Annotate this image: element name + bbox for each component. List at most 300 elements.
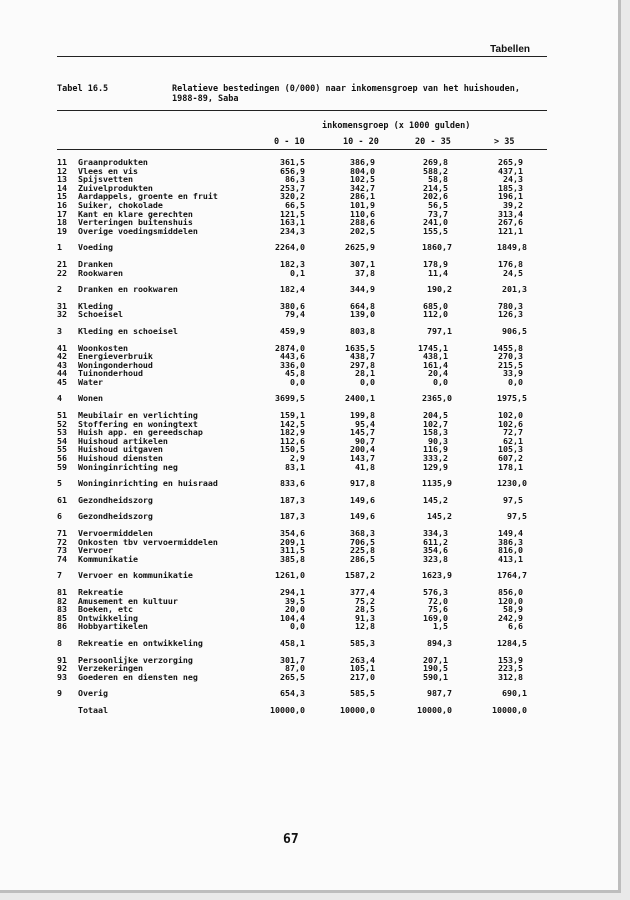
row-label: Woningonderhoud bbox=[78, 359, 153, 370]
subtotal-group bbox=[57, 394, 537, 403]
table-row bbox=[57, 227, 537, 236]
cell-value: 143,7 bbox=[350, 453, 375, 464]
table-row bbox=[57, 496, 537, 505]
cell-value: 215,5 bbox=[498, 359, 523, 370]
row-code: 9 bbox=[57, 688, 62, 699]
cell-value: 0,1 bbox=[290, 267, 305, 278]
row-label: Huish app. en gereedschap bbox=[78, 427, 203, 438]
cell-value: 336,0 bbox=[280, 359, 305, 370]
row-code: 45 bbox=[57, 376, 67, 387]
cell-value: 102,0 bbox=[498, 410, 523, 421]
cell-value: 150,5 bbox=[280, 444, 305, 455]
cell-value: 87,0 bbox=[285, 663, 305, 674]
cell-value: 301,7 bbox=[280, 654, 305, 665]
row-label: Vlees en vis bbox=[78, 165, 138, 176]
cell-value: 588,2 bbox=[423, 165, 448, 176]
subtotal-group bbox=[57, 639, 537, 648]
row-code: 41 bbox=[57, 342, 67, 353]
cell-value: 72,7 bbox=[503, 427, 523, 438]
row-label: Suiker, chokolade bbox=[78, 199, 163, 210]
cell-value: 149,4 bbox=[498, 528, 523, 538]
cell-value: 204,5 bbox=[423, 410, 448, 421]
table-title: Relatieve bestedingen (0/000) naar inkomensgroep van het huishouden, 1988-89, Saba bbox=[172, 84, 520, 104]
cell-value: 0,0 bbox=[290, 621, 305, 632]
table-row bbox=[57, 555, 537, 564]
cell-value: 72,0 bbox=[428, 595, 448, 606]
subtotal-group bbox=[57, 689, 537, 698]
cell-value: 0,0 bbox=[433, 376, 448, 387]
cell-value: 182,3 bbox=[280, 258, 305, 269]
cell-value: 24,5 bbox=[503, 267, 523, 278]
row-code: 56 bbox=[57, 453, 67, 464]
row-code: 18 bbox=[57, 217, 67, 228]
cell-value: 28,5 bbox=[355, 604, 375, 615]
row-label: Overige voedingsmiddelen bbox=[78, 225, 198, 236]
subtotal-row bbox=[57, 327, 537, 336]
row-code: 17 bbox=[57, 208, 67, 219]
row-label: Water bbox=[78, 376, 103, 387]
cell-value: 159,1 bbox=[280, 410, 305, 421]
cell-value: 11,4 bbox=[428, 267, 448, 278]
cell-value: 187,3 bbox=[280, 511, 305, 522]
cell-value: 12,8 bbox=[355, 621, 375, 632]
row-code: 32 bbox=[57, 309, 67, 320]
cell-value: 142,5 bbox=[280, 418, 305, 429]
cell-value: 987,7 bbox=[427, 688, 452, 699]
cell-value: 267,6 bbox=[498, 217, 523, 228]
cell-value: 153,9 bbox=[498, 654, 523, 665]
cell-value: 286,1 bbox=[350, 191, 375, 202]
row-code: 51 bbox=[57, 410, 67, 421]
cell-value: 104,4 bbox=[280, 612, 305, 623]
row-label: Rookwaren bbox=[78, 267, 123, 278]
cell-value: 196,1 bbox=[498, 191, 523, 202]
row-code: 8 bbox=[57, 637, 62, 648]
cell-value: 201,3 bbox=[502, 284, 527, 295]
cell-value: 265,9 bbox=[498, 157, 523, 167]
cell-value: 706,5 bbox=[350, 536, 375, 547]
cell-value: 2,9 bbox=[290, 453, 305, 464]
row-label: Goederen en diensten neg bbox=[78, 671, 198, 682]
column-header: 0 - 10 bbox=[274, 137, 305, 147]
row-label: Tuinonderhoud bbox=[78, 368, 143, 379]
cell-value: 73,7 bbox=[428, 208, 448, 219]
cell-value: 10000,0 bbox=[492, 704, 527, 715]
cell-value: 334,3 bbox=[423, 528, 448, 538]
column-header: > 35 bbox=[494, 137, 515, 147]
cell-value: 342,7 bbox=[350, 182, 375, 193]
cell-value: 458,1 bbox=[280, 637, 305, 648]
cell-value: 286,5 bbox=[350, 553, 375, 564]
row-label: Hobbyartikelen bbox=[78, 621, 148, 632]
cell-value: 1764,7 bbox=[497, 570, 527, 581]
cell-value: 656,9 bbox=[280, 165, 305, 176]
row-label: Verteringen buitenshuis bbox=[78, 217, 193, 228]
cell-value: 121,5 bbox=[280, 208, 305, 219]
cell-value: 169,0 bbox=[423, 612, 448, 623]
cell-value: 79,4 bbox=[285, 309, 305, 320]
cell-value: 3699,5 bbox=[275, 393, 305, 404]
subtotal-row bbox=[57, 639, 537, 648]
cell-value: 161,4 bbox=[423, 359, 448, 370]
cell-value: 380,6 bbox=[280, 300, 305, 311]
row-code: 2 bbox=[57, 284, 62, 295]
cell-value: 178,1 bbox=[498, 461, 523, 472]
row-code: 31 bbox=[57, 300, 67, 311]
cell-value: 894,3 bbox=[427, 637, 452, 648]
cell-value: 1455,8 bbox=[493, 342, 523, 353]
cell-value: 149,6 bbox=[350, 494, 375, 505]
row-code: 91 bbox=[57, 654, 67, 665]
cell-value: 1860,7 bbox=[422, 242, 452, 253]
cell-value: 1284,5 bbox=[497, 637, 527, 648]
row-code: 59 bbox=[57, 461, 67, 472]
cell-value: 10000,0 bbox=[340, 704, 375, 715]
subtotal-row bbox=[57, 689, 537, 698]
row-group bbox=[57, 411, 537, 471]
row-code: 44 bbox=[57, 368, 67, 379]
cell-value: 377,4 bbox=[350, 586, 375, 597]
cell-value: 269,8 bbox=[423, 157, 448, 167]
cell-value: 1587,2 bbox=[345, 570, 375, 581]
row-code: 11 bbox=[57, 157, 67, 167]
cell-value: 270,3 bbox=[498, 351, 523, 362]
row-group bbox=[57, 496, 537, 505]
row-code: 43 bbox=[57, 359, 67, 370]
subtotal-row bbox=[57, 479, 537, 488]
cell-value: 2264,0 bbox=[275, 242, 305, 253]
cell-value: 0,0 bbox=[360, 376, 375, 387]
cell-value: 207,1 bbox=[423, 654, 448, 665]
cell-value: 97,5 bbox=[503, 494, 523, 505]
cell-value: 225,8 bbox=[350, 545, 375, 556]
cell-value: 780,3 bbox=[498, 300, 523, 311]
row-label: Gezondheidszorg bbox=[78, 494, 153, 505]
cell-value: 307,1 bbox=[350, 258, 375, 269]
cell-value: 102,7 bbox=[423, 418, 448, 429]
row-label: Huishoud uitgaven bbox=[78, 444, 163, 455]
cell-value: 83,1 bbox=[285, 461, 305, 472]
cell-value: 917,8 bbox=[350, 478, 375, 489]
cell-value: 145,7 bbox=[350, 427, 375, 438]
row-group bbox=[57, 260, 537, 277]
cell-value: 288,6 bbox=[350, 217, 375, 228]
row-group bbox=[57, 529, 537, 563]
cell-value: 611,2 bbox=[423, 536, 448, 547]
row-label: Vervoer bbox=[78, 545, 113, 556]
row-label: Boeken, etc bbox=[78, 604, 133, 615]
row-code: 19 bbox=[57, 225, 67, 236]
cell-value: 6,6 bbox=[508, 621, 523, 632]
row-label: Dranken en rookwaren bbox=[78, 284, 178, 295]
cell-value: 1261,0 bbox=[275, 570, 305, 581]
row-code: 6 bbox=[57, 511, 62, 522]
cell-value: 690,1 bbox=[502, 688, 527, 699]
row-label: Rekreatie en ontwikkeling bbox=[78, 637, 203, 648]
cell-value: 101,9 bbox=[350, 199, 375, 210]
cell-value: 20,4 bbox=[428, 368, 448, 379]
row-code: 83 bbox=[57, 604, 67, 615]
row-code: 3 bbox=[57, 325, 62, 336]
row-code: 16 bbox=[57, 199, 67, 210]
cell-value: 361,5 bbox=[280, 157, 305, 167]
cell-value: 155,5 bbox=[423, 225, 448, 236]
cell-value: 443,6 bbox=[280, 351, 305, 362]
cell-value: 56,5 bbox=[428, 199, 448, 210]
cell-value: 294,1 bbox=[280, 586, 305, 597]
row-code: 7 bbox=[57, 570, 62, 581]
row-label: Dranken bbox=[78, 258, 113, 269]
row-label: Zuivelprodukten bbox=[78, 182, 153, 193]
cell-value: 37,8 bbox=[355, 267, 375, 278]
row-label: Gezondheidszorg bbox=[78, 511, 153, 522]
cell-value: 163,1 bbox=[280, 217, 305, 228]
cell-value: 190,5 bbox=[423, 663, 448, 674]
cell-value: 413,1 bbox=[498, 553, 523, 564]
cell-value: 459,9 bbox=[280, 325, 305, 336]
cell-value: 10000,0 bbox=[270, 704, 305, 715]
cell-value: 242,9 bbox=[498, 612, 523, 623]
cell-value: 185,3 bbox=[498, 182, 523, 193]
table-row bbox=[57, 378, 537, 387]
row-code: 5 bbox=[57, 478, 62, 489]
cell-value: 833,6 bbox=[280, 478, 305, 489]
cell-value: 354,6 bbox=[423, 545, 448, 556]
cell-value: 39,5 bbox=[285, 595, 305, 606]
row-label: Kleding bbox=[78, 300, 113, 311]
row-label: Rekreatie bbox=[78, 586, 123, 597]
row-code: 12 bbox=[57, 165, 67, 176]
cell-value: 58,8 bbox=[428, 174, 448, 185]
table-row bbox=[57, 463, 537, 472]
table-row bbox=[57, 673, 537, 682]
cell-value: 607,2 bbox=[498, 453, 523, 464]
cell-value: 1849,8 bbox=[497, 242, 527, 253]
cell-value: 0,0 bbox=[508, 376, 523, 387]
cell-value: 120,0 bbox=[498, 595, 523, 606]
cell-value: 803,8 bbox=[350, 325, 375, 336]
cell-value: 45,8 bbox=[285, 368, 305, 379]
cell-value: 112,6 bbox=[280, 435, 305, 446]
cell-value: 121,1 bbox=[498, 225, 523, 236]
subtotal-row bbox=[57, 285, 537, 294]
cell-value: 102,6 bbox=[498, 418, 523, 429]
cell-value: 86,3 bbox=[285, 174, 305, 185]
row-label: Voeding bbox=[78, 242, 113, 253]
row-label: Onkosten tbv vervoermiddelen bbox=[78, 536, 218, 547]
cell-value: 2625,9 bbox=[345, 242, 375, 253]
cell-value: 129,9 bbox=[423, 461, 448, 472]
cell-value: 66,5 bbox=[285, 199, 305, 210]
cell-value: 102,5 bbox=[350, 174, 375, 185]
section-header: Tabellen bbox=[490, 44, 530, 55]
row-label: Totaal bbox=[78, 704, 108, 715]
cell-value: 685,0 bbox=[423, 300, 448, 311]
cell-value: 33,9 bbox=[503, 368, 523, 379]
cell-value: 297,8 bbox=[350, 359, 375, 370]
cell-value: 253,7 bbox=[280, 182, 305, 193]
row-label: Kleding en schoeisel bbox=[78, 325, 178, 336]
cell-value: 906,5 bbox=[502, 325, 527, 336]
row-label: Woninginrichting en huisraad bbox=[78, 478, 218, 489]
row-label: Overig bbox=[78, 688, 108, 699]
cell-value: 265,5 bbox=[280, 671, 305, 682]
cell-value: 20,0 bbox=[285, 604, 305, 615]
row-label: Wonen bbox=[78, 393, 103, 404]
table-row bbox=[57, 269, 537, 278]
header-bottom-rule bbox=[57, 149, 547, 150]
cell-value: 241,0 bbox=[423, 217, 448, 228]
cell-value: 116,9 bbox=[423, 444, 448, 455]
cell-value: 105,1 bbox=[350, 663, 375, 674]
subtotal-group bbox=[57, 479, 537, 488]
row-code: 4 bbox=[57, 393, 62, 404]
row-code: 85 bbox=[57, 612, 67, 623]
cell-value: 797,1 bbox=[427, 325, 452, 336]
row-code: 54 bbox=[57, 435, 67, 446]
row-label: Meubilair en verlichting bbox=[78, 410, 198, 421]
column-header: 10 - 20 bbox=[343, 137, 379, 147]
cell-value: 39,2 bbox=[503, 199, 523, 210]
cell-value: 2365,0 bbox=[422, 393, 452, 404]
subtotal-row bbox=[57, 243, 537, 252]
cell-value: 145,2 bbox=[423, 494, 448, 505]
cell-value: 91,3 bbox=[355, 612, 375, 623]
row-label: Kant en klare gerechten bbox=[78, 208, 193, 219]
row-code: 81 bbox=[57, 586, 67, 597]
cell-value: 217,0 bbox=[350, 671, 375, 682]
cell-value: 585,3 bbox=[350, 637, 375, 648]
cell-value: 354,6 bbox=[280, 528, 305, 538]
cell-value: 437,1 bbox=[498, 165, 523, 176]
row-group bbox=[57, 302, 537, 319]
cell-value: 223,5 bbox=[498, 663, 523, 674]
cell-value: 41,8 bbox=[355, 461, 375, 472]
cell-value: 95,4 bbox=[355, 418, 375, 429]
row-group bbox=[57, 344, 537, 387]
row-label: Verzekeringen bbox=[78, 663, 143, 674]
cell-value: 654,3 bbox=[280, 688, 305, 699]
cell-value: 178,9 bbox=[423, 258, 448, 269]
subtotal-group bbox=[57, 327, 537, 336]
subtotal-row bbox=[57, 706, 537, 715]
cell-value: 176,8 bbox=[498, 258, 523, 269]
cell-value: 2400,1 bbox=[345, 393, 375, 404]
cell-value: 182,9 bbox=[280, 427, 305, 438]
cell-value: 344,9 bbox=[350, 284, 375, 295]
cell-value: 263,4 bbox=[350, 654, 375, 665]
cell-value: 1635,5 bbox=[345, 342, 375, 353]
row-label: Ontwikkeling bbox=[78, 612, 138, 623]
cell-value: 320,2 bbox=[280, 191, 305, 202]
row-group bbox=[57, 588, 537, 631]
cell-value: 590,1 bbox=[423, 671, 448, 682]
subtotal-group bbox=[57, 243, 537, 252]
cell-value: 126,3 bbox=[498, 309, 523, 320]
row-code: 14 bbox=[57, 182, 67, 193]
cell-value: 75,6 bbox=[428, 604, 448, 615]
row-label: Graanprodukten bbox=[78, 157, 148, 167]
cell-value: 149,6 bbox=[350, 511, 375, 522]
row-label: Schoeisel bbox=[78, 309, 123, 320]
page-number: 67 bbox=[283, 832, 299, 847]
cell-value: 804,0 bbox=[350, 165, 375, 176]
cell-value: 90,7 bbox=[355, 435, 375, 446]
cell-value: 1,5 bbox=[433, 621, 448, 632]
cell-value: 368,3 bbox=[350, 528, 375, 538]
table-row bbox=[57, 310, 537, 319]
cell-value: 139,0 bbox=[350, 309, 375, 320]
cell-value: 158,3 bbox=[423, 427, 448, 438]
table-label: Tabel 16.5 bbox=[57, 84, 109, 94]
cell-value: 1135,9 bbox=[422, 478, 452, 489]
row-code: 53 bbox=[57, 427, 67, 438]
row-code: 1 bbox=[57, 242, 62, 253]
cell-value: 664,8 bbox=[350, 300, 375, 311]
cell-value: 112,0 bbox=[423, 309, 448, 320]
table-top-rule bbox=[57, 110, 547, 111]
row-code: 71 bbox=[57, 528, 67, 538]
cell-value: 1230,0 bbox=[497, 478, 527, 489]
cell-value: 386,3 bbox=[498, 536, 523, 547]
subtotal-row bbox=[57, 512, 537, 521]
row-code: 72 bbox=[57, 536, 67, 547]
cell-value: 145,2 bbox=[427, 511, 452, 522]
row-code: 52 bbox=[57, 418, 67, 429]
row-group bbox=[57, 656, 537, 682]
row-code: 13 bbox=[57, 174, 67, 185]
cell-value: 333,2 bbox=[423, 453, 448, 464]
row-label: Vervoermiddelen bbox=[78, 528, 153, 538]
cell-value: 214,5 bbox=[423, 182, 448, 193]
cell-value: 438,1 bbox=[423, 351, 448, 362]
cell-value: 323,8 bbox=[423, 553, 448, 564]
cell-value: 58,9 bbox=[503, 604, 523, 615]
column-header: 20 - 35 bbox=[415, 137, 451, 147]
cell-value: 576,3 bbox=[423, 586, 448, 597]
header-rule bbox=[57, 56, 547, 57]
cell-value: 200,4 bbox=[350, 444, 375, 455]
cell-value: 1623,9 bbox=[422, 570, 452, 581]
row-group bbox=[57, 158, 537, 235]
cell-value: 311,5 bbox=[280, 545, 305, 556]
row-label: Spijsvetten bbox=[78, 174, 133, 185]
row-code: 86 bbox=[57, 621, 67, 632]
row-code: 92 bbox=[57, 663, 67, 674]
row-code: 74 bbox=[57, 553, 67, 564]
table-row bbox=[57, 622, 537, 631]
subtotal-row bbox=[57, 394, 537, 403]
cell-value: 585,5 bbox=[350, 688, 375, 699]
subtotal-group bbox=[57, 512, 537, 521]
cell-value: 202,5 bbox=[350, 225, 375, 236]
subtotal-row bbox=[57, 571, 537, 580]
cell-value: 199,8 bbox=[350, 410, 375, 421]
cell-value: 10000,0 bbox=[417, 704, 452, 715]
row-label: Persoonlijke verzorging bbox=[78, 654, 193, 665]
cell-value: 2874,0 bbox=[275, 342, 305, 353]
cell-value: 190,2 bbox=[427, 284, 452, 295]
row-label: Energieverbruik bbox=[78, 351, 153, 362]
cell-value: 90,3 bbox=[428, 435, 448, 446]
row-label: Stoffering en woningtext bbox=[78, 418, 198, 429]
row-code: 73 bbox=[57, 545, 67, 556]
cell-value: 386,9 bbox=[350, 157, 375, 167]
cell-value: 187,3 bbox=[280, 494, 305, 505]
cell-value: 1975,5 bbox=[497, 393, 527, 404]
table-body bbox=[57, 158, 537, 723]
cell-value: 1745,1 bbox=[418, 342, 448, 353]
